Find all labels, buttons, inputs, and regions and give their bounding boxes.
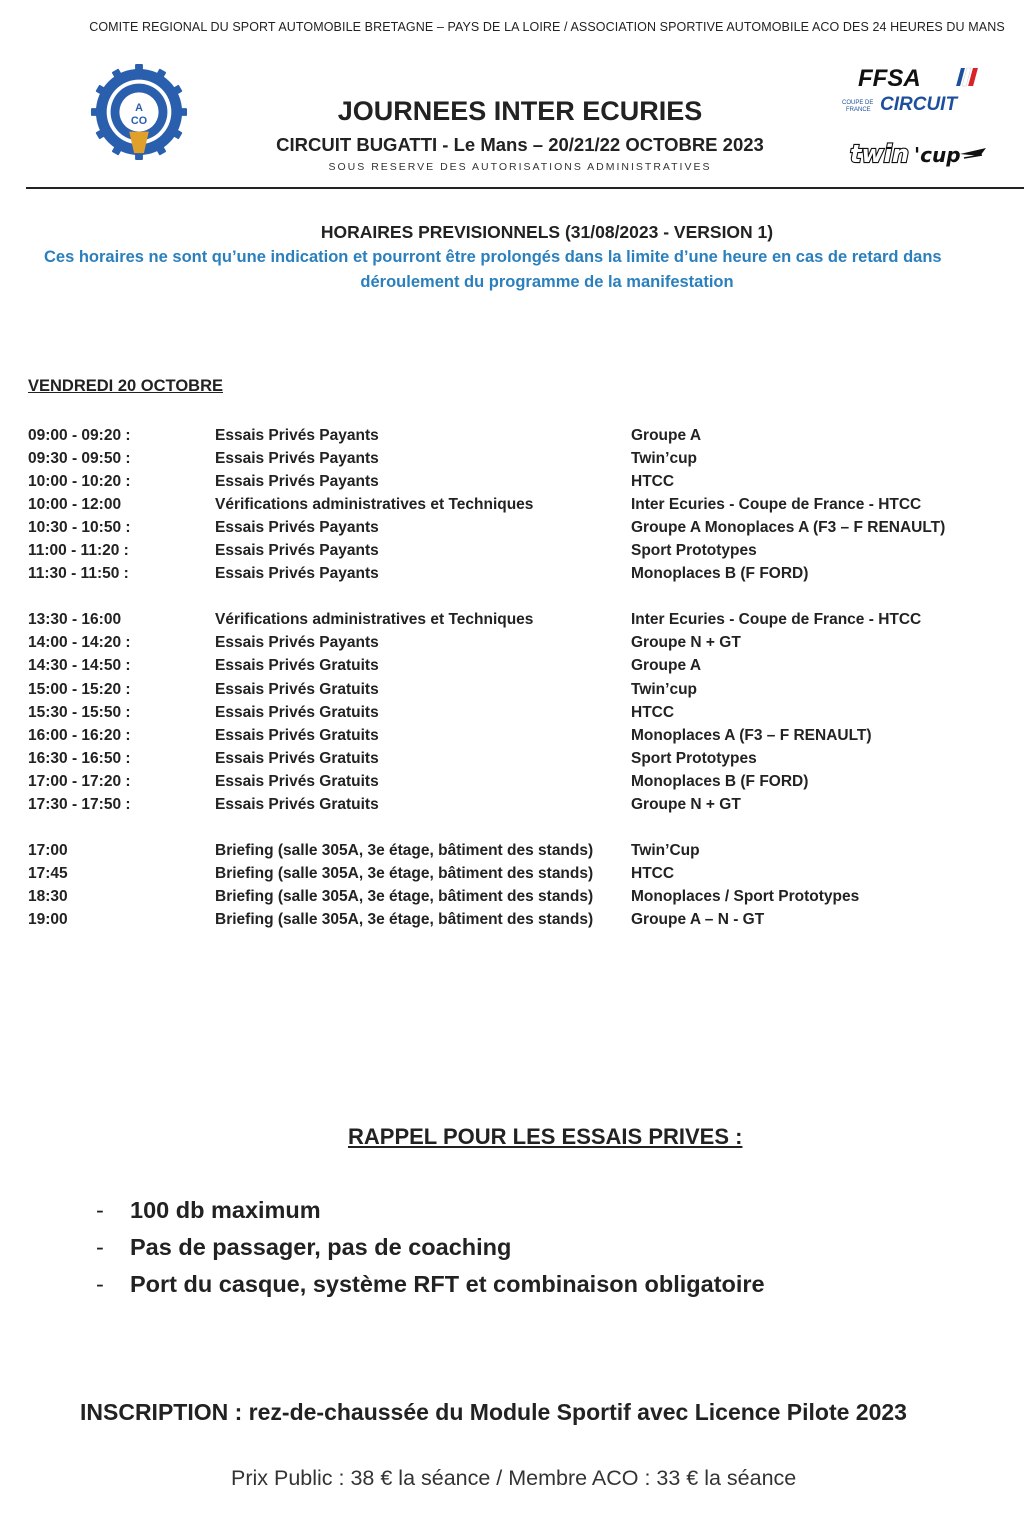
row-time: 17:30 - 17:50 : [28,796,131,813]
row-time: 14:30 - 14:50 : [28,657,131,674]
row-time: 17:00 [28,842,68,859]
svg-text:COUPE DE: COUPE DE [842,100,874,106]
row-activity: Vérifications administratives et Techniques [215,611,534,628]
row-group: Groupe A Monoplaces A (F3 – F RENAULT) [631,519,946,536]
row-group: Twin’cup [631,450,698,467]
row-activity: Essais Privés Payants [215,542,379,559]
inscription-info: INSCRIPTION : rez-de-chaussée du Module Sportif avec Licence Pilote 2023 [80,1399,907,1425]
svg-text:'cup: 'cup [914,143,961,167]
row-time: 13:30 - 16:00 [28,611,122,628]
row-activity: Essais Privés Gratuits [215,657,379,674]
row-activity: Briefing (salle 305A, 3e étage, bâtiment des stands) [215,888,594,905]
svg-text:A: A [135,102,143,115]
row-activity: Essais Privés Gratuits [215,750,379,767]
row-time: 17:00 - 17:20 : [28,773,131,790]
row-activity: Essais Privés Gratuits [215,704,379,721]
svg-text:twin: twin [850,140,909,168]
row-group: Inter Ecuries - Coupe de France - HTCC [631,496,922,513]
row-time: 17:45 [28,865,68,882]
row-group: Groupe A [631,657,702,674]
row-group: HTCC [631,865,675,882]
rappel-item-text: Port du casque, système RFT et combinaison obligatoire [130,1271,765,1297]
horaires-heading: HORAIRES PREVISIONNELS (31/08/2023 - VERSION 1) [320,222,774,242]
row-activity: Essais Privés Gratuits [215,773,379,790]
row-activity: Essais Privés Payants [215,473,379,490]
row-time: 18:30 [28,888,68,905]
row-activity: Essais Privés Payants [215,450,379,467]
row-activity: Essais Privés Payants [215,427,379,444]
aco-logo-icon [90,63,188,161]
price-info: Prix Public : 38 € la séance / Membre ACO : 33 € la séance [231,1466,797,1490]
twincup-logo-icon [848,136,988,170]
row-group: Groupe A [631,427,702,444]
row-time: 09:30 - 09:50 : [28,450,131,467]
svg-text:FRANCE: FRANCE [846,107,871,113]
disclaimer-line-2: déroulement du programme de la manifestation [360,273,734,291]
row-activity: Briefing (salle 305A, 3e étage, bâtiment des stands) [215,842,594,859]
row-activity: Briefing (salle 305A, 3e étage, bâtiment des stands) [215,865,594,882]
row-activity: Essais Privés Payants [215,565,379,582]
row-group: HTCC [631,473,675,490]
row-activity: Essais Privés Gratuits [215,681,379,698]
row-time: 10:30 - 10:50 : [28,519,131,536]
row-group: HTCC [631,704,675,721]
row-time: 10:00 - 10:20 : [28,473,131,490]
row-group: Groupe N + GT [631,796,741,813]
row-time: 16:00 - 16:20 : [28,727,131,744]
event-subtitle: CIRCUIT BUGATTI - Le Mans – 20/21/22 OCTOBRE 2023 [276,134,764,155]
rappel-item-text: Pas de passager, pas de coaching [130,1234,512,1260]
row-group: Monoplaces A (F3 – F RENAULT) [631,727,872,744]
svg-text:CIRCUIT: CIRCUIT [880,94,958,115]
row-group: Inter Ecuries - Coupe de France - HTCC [631,611,922,628]
row-time: 09:00 - 09:20 : [28,427,131,444]
row-activity: Essais Privés Gratuits [215,796,379,813]
organizers-header: COMITE REGIONAL DU SPORT AUTOMOBILE BRETAGNE – PAYS DE LA LOIRE / ASSOCIATION SPORTIVE AUTOMOBILE ACO DES 24 HEURES DU MANS [89,20,1005,34]
reserve-notice: SOUS RESERVE DES AUTORISATIONS ADMINISTRATIVES [328,161,712,173]
page-title: JOURNEES INTER ECURIES [337,96,703,126]
svg-text:CO: CO [130,114,148,127]
row-time: 16:30 - 16:50 : [28,750,131,767]
ffsa-circuit-logo-icon [842,64,984,116]
svg-text:FFSA: FFSA [858,65,921,92]
row-activity: Essais Privés Payants [215,634,379,651]
header-divider [26,187,1024,189]
row-activity: Essais Privés Gratuits [215,727,379,744]
row-group: Monoplaces / Sport Prototypes [631,888,860,905]
day-heading: VENDREDI 20 OCTOBRE [28,377,223,395]
row-group: Twin’Cup [631,842,700,859]
row-time: 10:00 - 12:00 [28,496,122,513]
row-time: 14:00 - 14:20 : [28,634,131,651]
row-group: Sport Prototypes [631,750,757,767]
row-activity: Briefing (salle 305A, 3e étage, bâtiment des stands) [215,911,594,928]
row-group: Groupe A – N - GT [631,911,765,928]
row-time: 11:30 - 11:50 : [28,565,129,582]
row-activity: Vérifications administratives et Techniques [215,496,534,513]
row-time: 19:00 [28,911,68,928]
row-group: Twin’cup [631,681,698,698]
rappel-item-text: 100 db maximum [130,1197,321,1223]
row-group: Monoplaces B (F FORD) [631,773,809,790]
row-group: Sport Prototypes [631,542,757,559]
disclaimer-line-1: Ces horaires ne sont qu’une indication et pourront être prolongés dans la limite d’une heure en cas de retard dans [44,248,942,266]
row-time: 15:30 - 15:50 : [28,704,131,721]
row-activity: Essais Privés Payants [215,519,379,536]
rappel-heading: RAPPEL POUR LES ESSAIS PRIVES : [348,1124,743,1149]
row-time: 11:00 - 11:20 : [28,542,129,559]
row-time: 15:00 - 15:20 : [28,681,131,698]
row-group: Monoplaces B (F FORD) [631,565,809,582]
row-group: Groupe N + GT [631,634,741,651]
